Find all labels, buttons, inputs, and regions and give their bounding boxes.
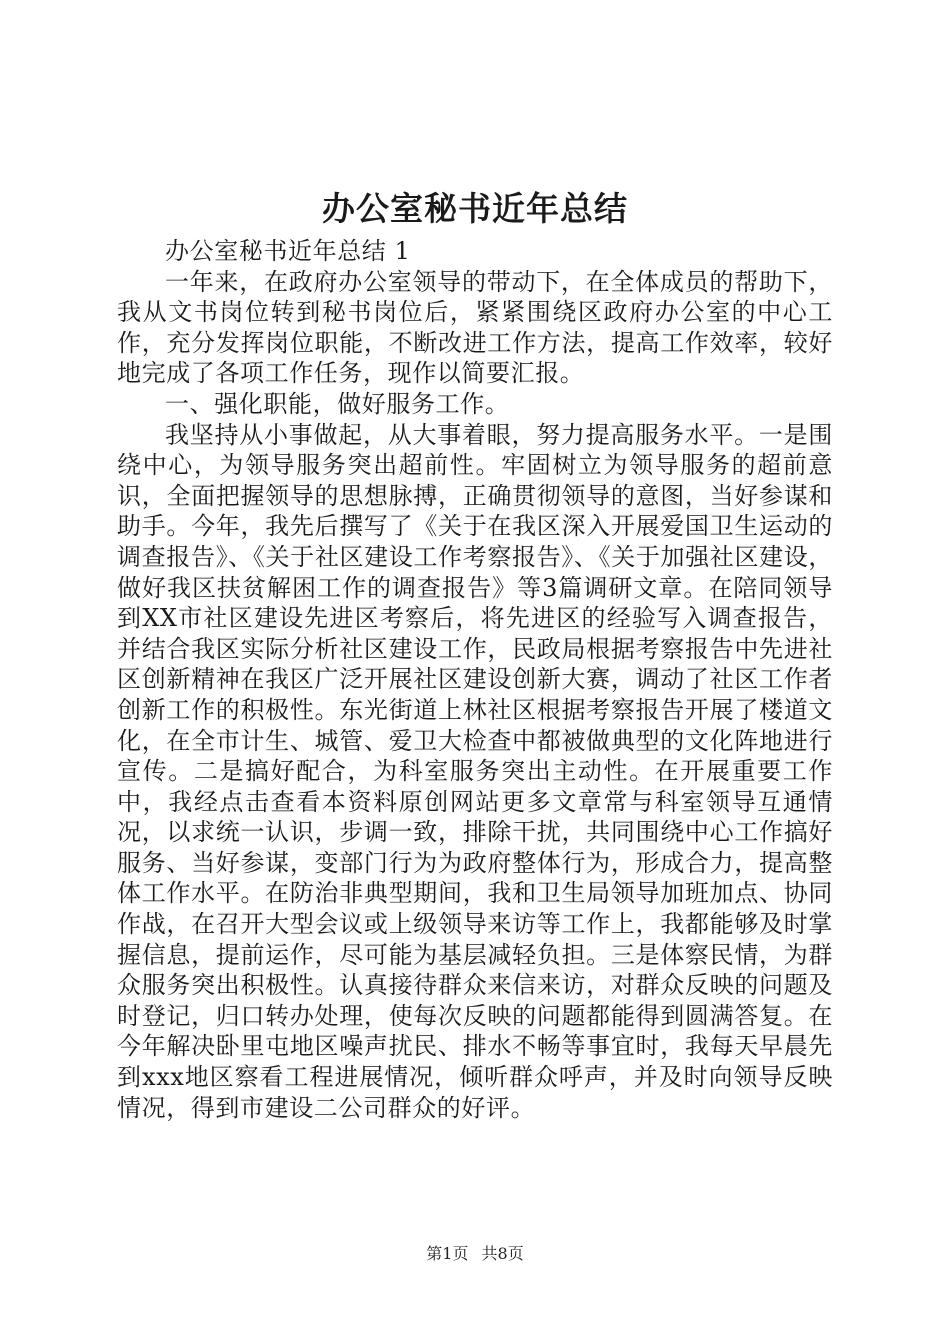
body-paragraph: 一年来，在政府办公室领导的带动下，在全体成员的帮助下，我从文书岗位转到秘书岗位后，紧紧围绕区政府办公室的中心工作，充分发挥岗位职能，不断改进工作方法，提高工作效率，较好地完成了各项工作任务，现作以简要汇报。 bbox=[117, 267, 833, 388]
document-title: 办公室秘书近年总结 bbox=[322, 189, 628, 228]
document-body bbox=[117, 236, 833, 1123]
subsection-heading: 一、强化职能，做好服务工作。 bbox=[165, 389, 510, 418]
section-heading: 办公室秘书近年总结 1 bbox=[165, 237, 411, 265]
page-number: 第1页 bbox=[426, 1244, 469, 1263]
body-paragraph: 我坚持从小事做起，从大事着眼，努力提高服务水平。一是围绕中心，为领导服务突出超前性。牢固树立为领导服务的超前意识，全面把握领导的思想脉搏，正确贯彻领导的意图，当好参谋和助手。今年，我先后撰写了《关于在我区深入开展爱国卫生运动的调查报告》、《关于社区建设工作考察报告》、《关于加强社区建设，做好我区扶贫解困工作的调查报告》等3篇调研文章。在陪同领导到XX市社区建设先进区考察后，将先进区的经验写入调查报告，并结合我区实际分析社区建设工作，民政局根据考察报告中先进社区创新精神在我区广泛开展社区建设创新大赛，调动了社区工作者创新工作的积极性。东光街道上林社区根据考察报告开展了楼道文化，在全市计生、城管、爱卫大检查中都被做典型的文化阵地进行宣传。二是搞好配合，为科室服务突出主动性。在开展重要工作中，我经点击查看本资料原创网站更多文章常与科室领导互通情况，以求统一认识，步调一致，排除干扰，共同围绕中心工作搞好服务、当好参谋，变部门行为为政府整体行为，形成合力，提高整体工作水平。在防治非典型期间，我和卫生局领导加班加点、协同作战，在召开大型会议或上级领导来访等工作上，我都能够及时掌握信息，提前运作，尽可能为基层减轻负担。三是体察民情，为群众服务突出积极性。认真接待群众来信来访，对群众反映的问题及时登记，归口转办处理，使每次反映的问题都能得到圆满答复。在今年解决卧里屯地区噪声扰民、排水不畅等事宜时，我每天早晨先到xxx地区察看工程进展情况，倾听群众呼声，并及时向领导反映情况，得到市建设二公司群众的好评。 bbox=[117, 420, 833, 1122]
page-total: 共8页 bbox=[481, 1244, 524, 1263]
page-footer bbox=[0, 1243, 950, 1265]
